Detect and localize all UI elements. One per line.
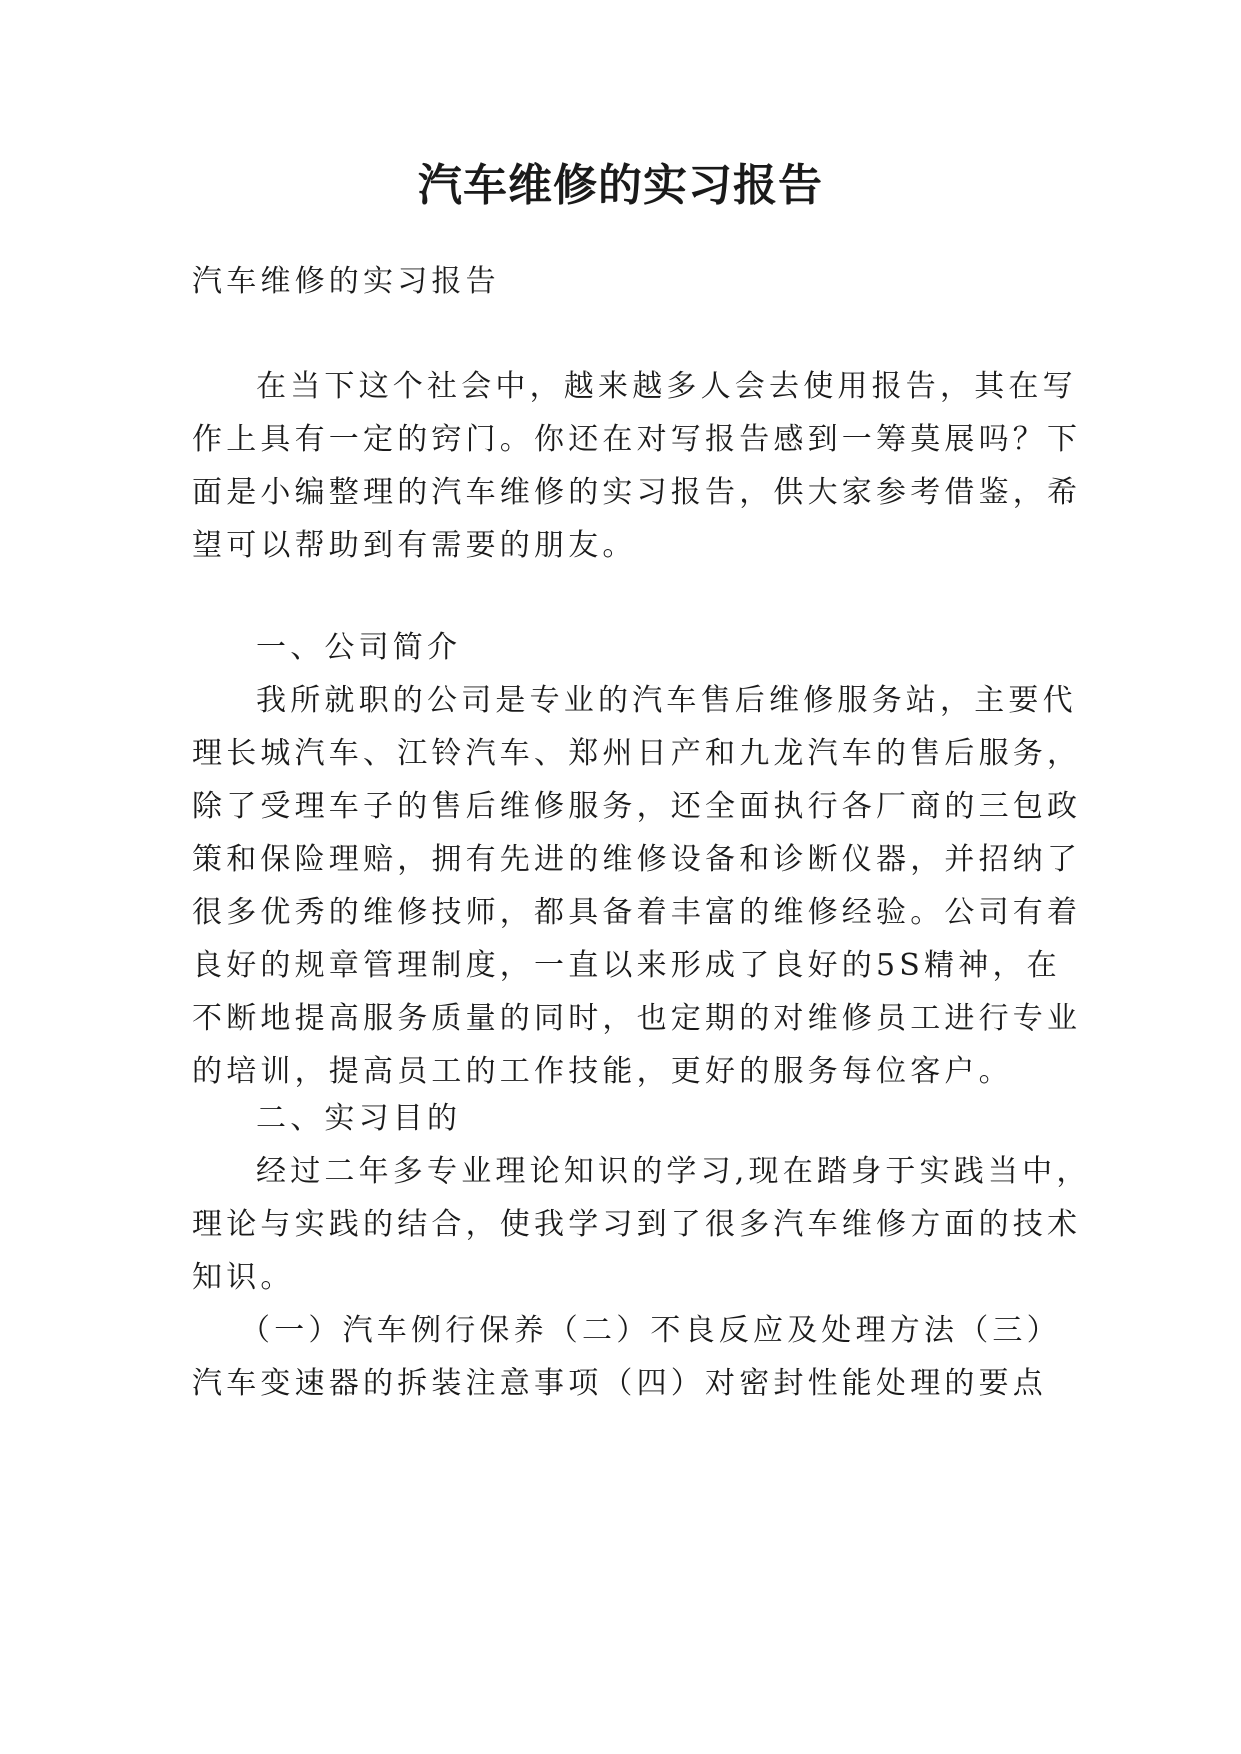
section1-line: 理长城汽车、江铃汽车、郑州日产和九龙汽车的售后服务， <box>192 736 1082 771</box>
section1-line: 除了受理车子的售后维修服务，还全面执行各厂商的三包政 <box>192 789 1082 824</box>
topics-line: （一）汽车例行保养（二）不良反应及处理方法（三） <box>240 1313 1061 1348</box>
section2-heading: 二、实习目的 <box>256 1101 462 1136</box>
section1-line: 我所就职的公司是专业的汽车售后维修服务站，主要代 <box>256 683 1077 718</box>
section1-line: 很多优秀的维修技师，都具备着丰富的维修经验。公司有着 <box>192 895 1082 930</box>
document-title: 汽车维修的实习报告 <box>418 160 823 211</box>
section2-line: 知识。 <box>192 1260 295 1295</box>
intro-line: 望可以帮助到有需要的朋友。 <box>192 528 637 563</box>
section1-line: 良好的规章管理制度，一直以来形成了良好的5S精神，在 <box>192 948 1061 983</box>
section2-line: 理论与实践的结合，使我学习到了很多汽车维修方面的技术 <box>192 1207 1082 1242</box>
document-subtitle: 汽车维修的实习报告 <box>192 264 500 299</box>
section1-line: 策和保险理赔，拥有先进的维修设备和诊断仪器，并招纳了 <box>192 842 1082 877</box>
section1-line: 不断地提高服务质量的同时，也定期的对维修员工进行专业 <box>192 1001 1082 1036</box>
section2-line: 经过二年多专业理论知识的学习,现在踏身于实践当中， <box>256 1154 1091 1189</box>
section1-line: 的培训，提高员工的工作技能，更好的服务每位客户。 <box>192 1054 1013 1089</box>
intro-line: 作上具有一定的窍门。你还在对写报告感到一筹莫展吗？下 <box>192 422 1082 457</box>
topics-line: 汽车变速器的拆装注意事项（四）对密封性能处理的要点 <box>192 1366 1047 1401</box>
intro-line: 在当下这个社会中，越来越多人会去使用报告，其在写 <box>256 369 1077 404</box>
intro-line: 面是小编整理的汽车维修的实习报告，供大家参考借鉴，希 <box>192 475 1082 510</box>
section1-heading: 一、公司简介 <box>256 630 462 665</box>
